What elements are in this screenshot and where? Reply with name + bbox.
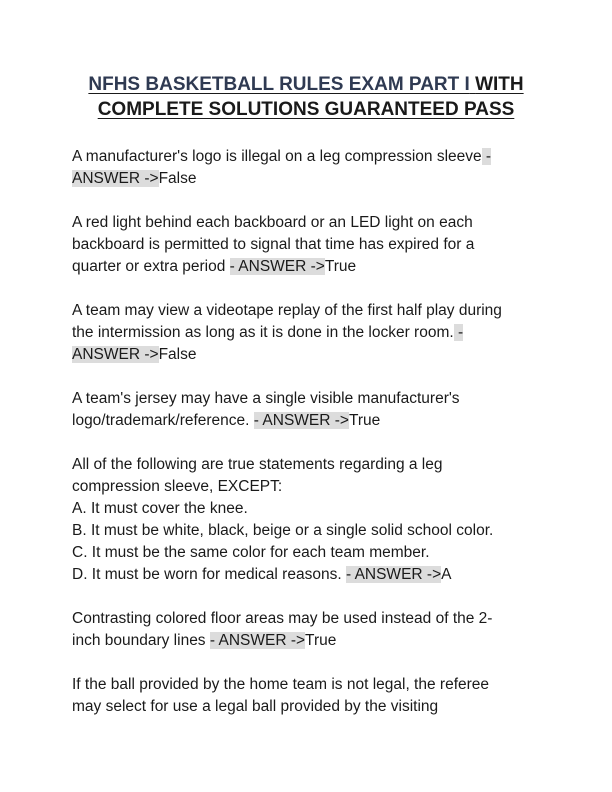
answer-value: True [324,258,357,275]
question-line: backboard is permitted to signal that time has expired for a [72,236,475,253]
title-line-2: COMPLETE SOLUTIONS GUARANTEED PASS [97,99,515,120]
question-line: logo/trademark/reference. [72,412,250,429]
question-line: may select for use a legal ball provided by the visiting [72,698,439,715]
question-line: A team may view a videotape replay of the first half play during [72,302,502,319]
qa-item [72,674,540,718]
document-title [72,72,540,122]
answer-value: True [305,632,337,649]
answer-label: - ANSWER -> [253,412,349,429]
question-line: inch boundary lines [72,632,206,649]
answer-value: False [158,346,197,363]
question-line: compression sleeve, EXCEPT: [72,478,283,495]
answer-prefix: - [481,148,492,165]
question-line: A red light behind each backboard or an LED light on each [72,214,473,231]
question-line: quarter or extra period [72,258,226,275]
option-line: A. It must cover the knee. [72,500,248,517]
answer-value: False [158,170,197,187]
qa-item [72,146,540,190]
qa-item [72,212,540,278]
question-line: All of the following are true statements regarding a leg [72,456,443,473]
answer-label: ANSWER -> [72,170,159,187]
question-line: A manufacturer's logo is illegal on a leg compression sleeve [72,148,482,165]
answer-label: ANSWER -> [72,346,159,363]
title-part-2: WITH [475,74,524,95]
qa-item [72,300,540,366]
answer-label: - ANSWER -> [229,258,325,275]
answer-label: - ANSWER -> [209,632,306,649]
question-line: A team's jersey may have a single visible manufacturer's [72,390,460,407]
question-line: the intermission as long as it is done in the locker room. [72,324,454,341]
answer-value: True [348,412,381,429]
title-part-1: NFHS BASKETBALL RULES EXAM PART I [88,74,470,95]
question-line: Contrasting colored floor areas may be used instead of the 2- [72,610,493,627]
answer-value: A [441,566,452,583]
answer-label: - ANSWER -> [345,566,442,583]
question-line: If the ball provided by the home team is not legal, the referee [72,676,490,693]
answer-prefix: - [453,324,464,341]
qa-item [72,608,540,652]
option-line: C. It must be the same color for each team member. [72,544,430,561]
option-line: B. It must be white, black, beige or a single solid school color. [72,522,494,539]
qa-item [72,454,540,586]
option-line: D. It must be worn for medical reasons. [72,566,342,583]
qa-item [72,388,540,432]
